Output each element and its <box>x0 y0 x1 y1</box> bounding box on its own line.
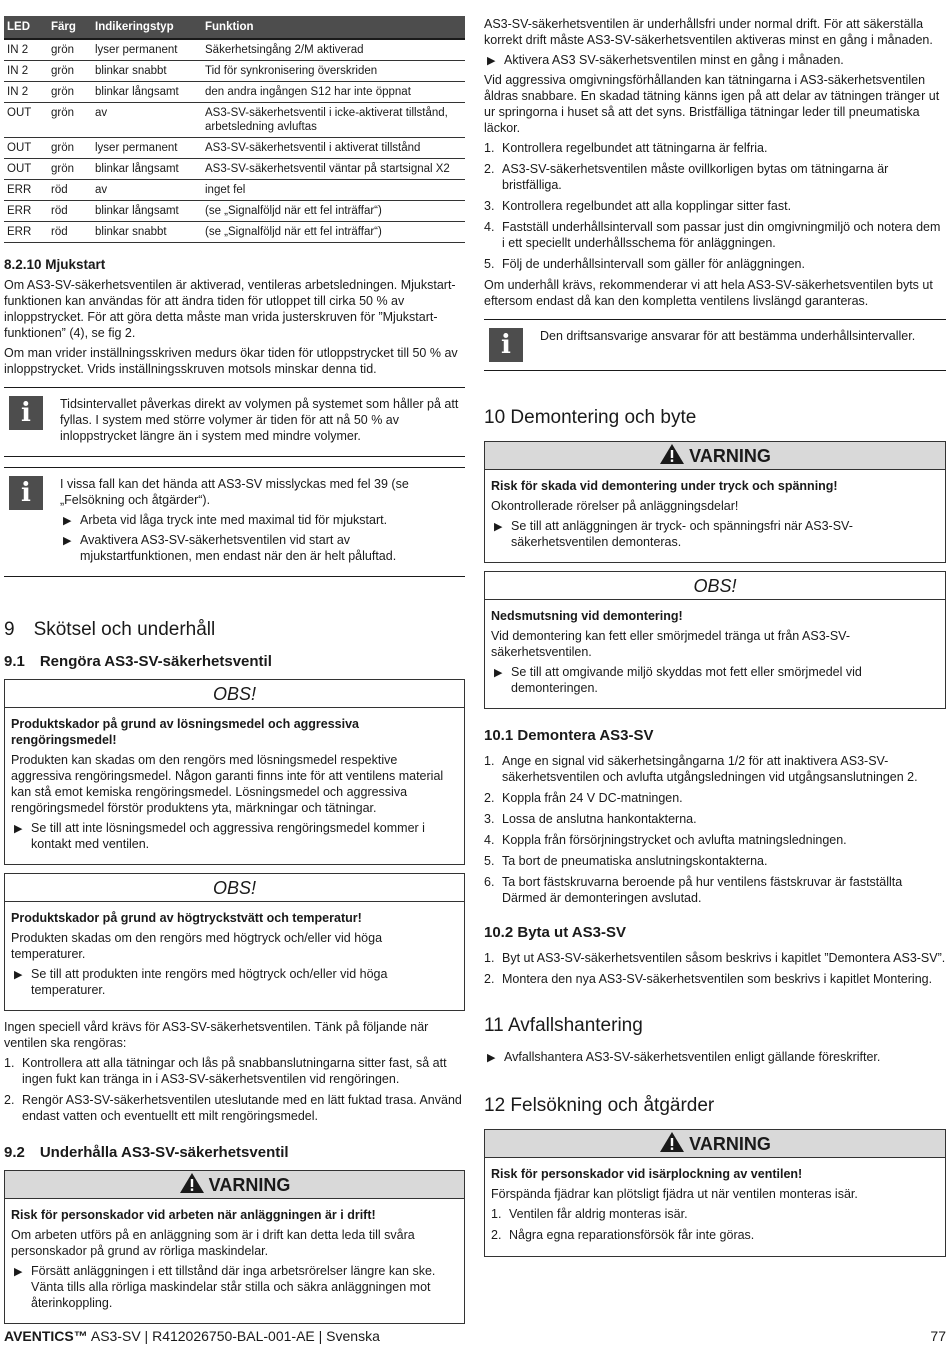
footer-doc-info <box>4 1328 380 1344</box>
numbered-item <box>484 832 946 848</box>
item-text: Koppla från 24 V DC-matningen. <box>502 791 683 805</box>
triangle-bullet-icon: ▶ <box>14 969 23 981</box>
warning-triangle-icon <box>179 1172 205 1194</box>
table-cell: blinkar snabbt <box>92 222 202 243</box>
section-heading-10-2: 10.2 Byta ut AS3-SV <box>484 924 626 941</box>
table-cell: Tid för synkronisering överskriden <box>202 61 465 82</box>
item-text: Kontrollera att alla tätningar och lås på snabbanslutningarna sitter fast, så att ingen fukt kan tränga in i AS3-SV-säkerhetsventilen vid rengöringen. <box>22 1056 447 1086</box>
table-cell: AS3-SV-säkerhetsventil väntar på startsignal X2 <box>202 159 465 180</box>
warning-triangle-icon <box>659 443 685 465</box>
item-text: Avaktivera AS3-SV-säkerhetsventilen vid start av mjukstartfunktionen, men endast när den är helt påluftad. <box>80 533 397 563</box>
warning-triangle-icon <box>659 1131 685 1153</box>
bullet-list <box>11 820 458 852</box>
warning-text: Förspända fjädrar kan plötsligt fjädra ut när ventilen monteras isär. <box>491 1187 858 1201</box>
info-icon: i <box>9 476 43 510</box>
left-column <box>4 16 465 1332</box>
obs-box <box>4 873 465 1011</box>
numbered-item <box>4 1092 465 1124</box>
bullet-list <box>60 512 465 564</box>
triangle-bullet-icon: ▶ <box>63 515 72 527</box>
table-cell: röd <box>48 201 92 222</box>
warning-title-text: VARNING <box>208 1175 291 1195</box>
color-col-header: Färg <box>48 16 92 39</box>
table-cell: grön <box>48 103 92 138</box>
triangle-bullet-icon: ▶ <box>487 55 496 67</box>
item-number: 6. <box>484 875 495 889</box>
bullet-item <box>60 532 465 564</box>
numbered-item <box>484 161 946 193</box>
info-icon: i <box>489 328 523 362</box>
item-text: Se till att omgivande miljö skyddas mot fett eller smörjmedel vid demonteringen. <box>511 665 862 695</box>
bullet-item <box>484 1049 946 1065</box>
item-text: Kontrollera regelbundet att tätningarna är felfria. <box>502 141 768 155</box>
item-number: 3. <box>484 812 495 826</box>
numbered-item <box>484 219 946 251</box>
obs-text: Produkten skadas om den rengörs med högtryck och/eller vid höga temperaturer. <box>11 931 383 961</box>
table-cell: IN 2 <box>4 82 48 103</box>
item-text: Koppla från försörjningstrycket och avlufta matningsledningen. <box>502 833 847 847</box>
obs-text: Produkten kan skadas om den rengörs med lösningsmedel respektive aggressiva rengöringsmedel. Någon garanti finns inte för att ventilens material kan stå emot kemiska rengöringsmedel. Lösningsmedel och aggressiva rengöringsmedel förstör produktens yta, märkningar och tätningar. <box>11 753 444 815</box>
numbered-list <box>484 950 946 987</box>
table-cell: blinkar snabbt <box>92 61 202 82</box>
bullet-item <box>11 966 458 998</box>
info-icon: i <box>9 396 43 430</box>
item-number: 1. <box>491 1207 502 1221</box>
numbered-list <box>484 753 946 906</box>
warning-bold: Risk för personskador vid isärplockning av ventilen! <box>491 1167 803 1181</box>
table-cell: grön <box>48 82 92 103</box>
warning-bold: Risk för personskador vid arbeten när anläggningen är i drift! <box>11 1208 376 1222</box>
triangle-bullet-icon: ▶ <box>487 1052 496 1064</box>
table-cell: AS3-SV-säkerhetsventil i icke-aktiverat tillstånd, arbetsledning avluftas <box>202 103 465 138</box>
item-text: Ta bort de pneumatiska anslutningskontakterna. <box>502 854 768 868</box>
warning-box <box>484 1129 946 1257</box>
item-text: Rengör AS3-SV-säkerhetsventilen uteslutande med en lätt fuktad trasa. Använd endast vatten och eventuellt ett milt rengöringsmedel. <box>22 1093 462 1123</box>
warning-bold: Risk för skada vid demontering under tryck och spänning! <box>491 479 838 493</box>
section-heading-10-1: 10.1 Demontera AS3-SV <box>484 727 654 744</box>
paragraph: Ingen speciell vård krävs för AS3-SV-säkerhetsventilen. Tänk på följande när ventilen ska rengöras: <box>4 1020 429 1050</box>
item-text: Se till att produkten inte rengörs med högtryck och/eller vid höga temperaturer. <box>31 967 388 997</box>
warning-title <box>5 1171 464 1199</box>
warning-title <box>485 442 945 470</box>
table-cell: inget fel <box>202 180 465 201</box>
bullet-list <box>491 518 939 550</box>
item-text: Arbeta vid låga tryck inte med maximal tid för mjukstart. <box>80 513 388 527</box>
item-text: Montera den nya AS3-SV-säkerhetsventilen som beskrivs i kapitlet Montering. <box>502 972 933 986</box>
item-number: 2. <box>484 162 495 176</box>
table-cell: blinkar långsamt <box>92 159 202 180</box>
chapter-heading-10: 10 Demontering och byte <box>484 407 697 428</box>
info-text: I vissa fall kan det hända att AS3-SV misslyckas med fel 39 (se „Felsökning och åtgärder“). <box>60 477 409 507</box>
item-number: 2. <box>4 1093 15 1107</box>
item-number: 5. <box>484 257 495 271</box>
warning-text: Okontrollerade rörelser på anläggningsdelar! <box>491 499 739 513</box>
table-cell: lyser permanent <box>92 39 202 61</box>
table-cell: ERR <box>4 222 48 243</box>
paragraph: AS3-SV-säkerhetsventilen är underhållsfri under normal drift. För att säkerställa korrekt drift måste AS3-SV-säkerhetsventilen aktiveras minst en gång i månaden. <box>484 17 933 47</box>
table-cell: röd <box>48 180 92 201</box>
table-row <box>4 159 465 180</box>
led-table-header <box>4 16 465 39</box>
table-cell: grön <box>48 138 92 159</box>
bullet-item <box>491 664 939 696</box>
bullet-item <box>60 512 465 528</box>
numbered-item <box>484 753 946 785</box>
item-text: Se till att inte lösningsmedel och aggressiva rengöringsmedel kommer i kontakt med ventilen. <box>31 821 425 851</box>
item-text: AS3-SV-säkerhetsventilen måste ovillkorligen bytas om tätningarna är bristfälliga. <box>502 162 889 192</box>
function-col-header: Funktion <box>202 16 465 39</box>
numbered-item <box>484 950 946 966</box>
table-row <box>4 103 465 138</box>
item-text: Några egna reparationsförsök får inte göras. <box>509 1228 755 1242</box>
numbered-item <box>484 256 946 272</box>
table-cell: ERR <box>4 180 48 201</box>
doc-reference: AS3-SV | R412026750-BAL-001-AE | Svenska <box>87 1328 380 1344</box>
warning-text: Om arbeten utförs på en anläggning som är i drift kan detta leda till svåra personskador på grund av rörliga maskindelar. <box>11 1228 415 1258</box>
table-cell: blinkar långsamt <box>92 82 202 103</box>
obs-title: OBS! <box>5 874 464 902</box>
led-col-header: LED <box>4 16 48 39</box>
table-cell: OUT <box>4 159 48 180</box>
bullet-item <box>491 518 939 550</box>
item-text: Avfallshantera AS3-SV-säkerhetsventilen enligt gällande föreskrifter. <box>504 1050 881 1064</box>
table-row <box>4 39 465 61</box>
table-cell: av <box>92 180 202 201</box>
numbered-list <box>484 140 946 272</box>
paragraph: Om man vrider inställningsskriven medurs ökar tiden för utloppstrycket till 50 % av inloppstrycket. Vrids inställningsskruven motsols minskar denna tid. <box>4 346 458 376</box>
numbered-item <box>484 971 946 987</box>
item-number: 2. <box>484 972 495 986</box>
info-note <box>4 467 465 577</box>
item-number: 2. <box>484 791 495 805</box>
item-text: Kontrollera regelbundet att alla kopplingar sitter fast. <box>502 199 792 213</box>
triangle-bullet-icon: ▶ <box>63 535 72 547</box>
triangle-bullet-icon: ▶ <box>14 823 23 835</box>
item-text: Ventilen får aldrig monteras isär. <box>509 1207 688 1221</box>
item-text: Följ de underhållsintervall som gäller för anläggningen. <box>502 257 805 271</box>
table-cell: Säkerhetsingång 2/M aktiverad <box>202 39 465 61</box>
page-number: 77 <box>930 1328 946 1344</box>
chapter-heading-9: 9 Skötsel och underhåll <box>4 619 216 640</box>
obs-text: Vid demontering kan fett eller smörjmedel tränga ut från AS3-SV-säkerhetsventilen. <box>491 629 850 659</box>
numbered-item <box>484 853 946 869</box>
section-heading-9-1: 9.1 Rengöra AS3-SV-säkerhetsventil <box>4 653 272 670</box>
table-row <box>4 180 465 201</box>
table-cell: grön <box>48 39 92 61</box>
numbered-item <box>484 140 946 156</box>
item-text: Byt ut AS3-SV-säkerhetsventilen såsom beskrivs i kapitlet ”Demontera AS3-SV”. <box>502 951 946 965</box>
section-heading-9-2: 9.2 Underhålla AS3-SV-säkerhetsventil <box>4 1144 289 1161</box>
right-column <box>484 16 946 1265</box>
obs-bold: Produktskador på grund av lösningsmedel och aggressiva rengöringsmedel! <box>11 717 360 747</box>
table-cell: av <box>92 103 202 138</box>
item-number: 5. <box>484 854 495 868</box>
obs-title: OBS! <box>485 572 945 600</box>
led-table-body <box>4 39 465 243</box>
led-table <box>4 16 465 243</box>
item-text: Fastställ underhållsintervall som passar just din omgivningmiljö och notera dem i ett speciellt underhållsschema för anläggningen. <box>502 220 941 250</box>
bullet-list <box>491 664 939 696</box>
item-number: 4. <box>484 220 495 234</box>
item-number: 1. <box>4 1056 15 1070</box>
bullet-item <box>11 1263 458 1311</box>
obs-bold: Produktskador på grund av högtryckstvätt och temperatur! <box>11 911 362 925</box>
table-cell: OUT <box>4 138 48 159</box>
paragraph: Om AS3-SV-säkerhetsventilen är aktiverad, ventileras arbetsledningen. Mjukstart-funktionen kan användas för att ändra tiden för utloppet till cirka 50 % av inloppstrycket. För att göra detta måste man vrida justerskruven för ”Mjukstart-funktionen” (4), se fig 2. <box>4 278 456 340</box>
table-row <box>4 82 465 103</box>
numbered-item <box>484 198 946 214</box>
table-cell: grön <box>48 61 92 82</box>
obs-title: OBS! <box>5 680 464 708</box>
table-cell: den andra ingången S12 har inte öppnat <box>202 82 465 103</box>
table-cell: AS3-SV-säkerhetsventil i aktiverat tillstånd <box>202 138 465 159</box>
item-number: 1. <box>484 754 495 768</box>
item-text: Ta bort fästskruvarna beroende på hur ventilens fästskruvar är fastställta Därmed är demonteringen avslutad. <box>502 875 903 905</box>
info-note <box>4 387 465 457</box>
table-row <box>4 61 465 82</box>
triangle-bullet-icon: ▶ <box>14 1266 23 1278</box>
table-cell: blinkar långsamt <box>92 201 202 222</box>
bullet-list <box>11 966 458 998</box>
page-footer <box>4 1328 946 1344</box>
numbered-item <box>4 1055 465 1087</box>
indication-col-header: Indikeringstyp <box>92 16 202 39</box>
item-text: Aktivera AS3 SV-säkerhetsventilen minst en gång i månaden. <box>504 53 844 67</box>
paragraph: Om underhåll krävs, rekommenderar vi att hela AS3-SV-säkerhetsventilen byts ut eftersom endast då kan den kompletta ventilens livslängd garanteras. <box>484 278 933 308</box>
triangle-bullet-icon: ▶ <box>494 667 503 679</box>
item-text: Försätt anläggningen i ett tillstånd där inga arbetsrörelser längre kan ske. Vänta tills alla rörliga maskindelar står stilla och säkra anläggningen mot återinkoppling. <box>31 1264 436 1310</box>
table-cell: IN 2 <box>4 39 48 61</box>
table-row <box>4 222 465 243</box>
item-text: Se till att anläggningen är tryck- och spänningsfri när AS3-SV-säkerhetsventilen demonteras. <box>511 519 853 549</box>
obs-box <box>484 571 946 709</box>
item-number: 4. <box>484 833 495 847</box>
info-text: Den driftsansvarige ansvarar för att bestämma underhållsintervaller. <box>540 329 916 343</box>
item-number: 2. <box>491 1228 502 1242</box>
paragraph: Vid aggressiva omgivningsförhållanden kan tätningarna i AS3-säkerhetsventilen åldras snabbare. En skadad tätning känns igen på att delar av tätningen tränger ut ur springorna i huset så att det syns. Bristfälliga tätningar leder till pneumatiska läckor. <box>484 73 940 135</box>
table-cell: (se „Signalföljd när ett fel inträffar“) <box>202 201 465 222</box>
bullet-item <box>484 52 946 68</box>
item-number: 1. <box>484 141 495 155</box>
item-text: Ange en signal vid säkerhetsingångarna 1/2 för att inaktivera AS3-SV-säkerhetsventilen och avlufta utgångsledningen vid utgångsanslutningen 2. <box>502 754 918 784</box>
obs-box <box>4 679 465 865</box>
numbered-item <box>484 874 946 906</box>
table-row <box>4 138 465 159</box>
info-text: Tidsintervallet påverkas direkt av volymen på systemet som håller på att fyllas. I system med större volymer är tiden för att nå 50 % av inloppstrycket längre än i system med mindre volymer. <box>60 397 459 443</box>
table-cell: IN 2 <box>4 61 48 82</box>
numbered-item <box>491 1206 939 1222</box>
numbered-list <box>4 1055 465 1124</box>
bullet-list <box>484 1049 946 1065</box>
bullet-list <box>11 1263 458 1311</box>
table-cell: grön <box>48 159 92 180</box>
section-heading-8-2-10: 8.2.10 Mjukstart <box>4 257 106 272</box>
warning-title-text: VARNING <box>689 1134 771 1154</box>
table-row <box>4 201 465 222</box>
table-cell: röd <box>48 222 92 243</box>
item-text: Lossa de anslutna hankontakterna. <box>502 812 697 826</box>
item-number: 3. <box>484 199 495 213</box>
obs-bold: Nedsmutsning vid demontering! <box>491 609 683 623</box>
table-cell: lyser permanent <box>92 138 202 159</box>
warning-title-text: VARNING <box>689 446 771 466</box>
bullet-item <box>11 820 458 852</box>
chapter-heading-11: 11 Avfallshantering <box>484 1015 643 1036</box>
numbered-item <box>484 811 946 827</box>
brand-name: AVENTICS™ <box>4 1328 88 1344</box>
table-cell: OUT <box>4 103 48 138</box>
table-cell: (se „Signalföljd när ett fel inträffar“) <box>202 222 465 243</box>
chapter-heading-12: 12 Felsökning och åtgärder <box>484 1095 715 1116</box>
warning-box <box>4 1170 465 1324</box>
numbered-item <box>491 1227 939 1243</box>
numbered-list <box>491 1206 939 1243</box>
table-cell: ERR <box>4 201 48 222</box>
numbered-item <box>484 790 946 806</box>
triangle-bullet-icon: ▶ <box>494 521 503 533</box>
warning-title <box>485 1130 945 1158</box>
bullet-list <box>484 52 946 68</box>
info-note <box>484 319 946 371</box>
warning-box <box>484 441 946 563</box>
item-number: 1. <box>484 951 495 965</box>
